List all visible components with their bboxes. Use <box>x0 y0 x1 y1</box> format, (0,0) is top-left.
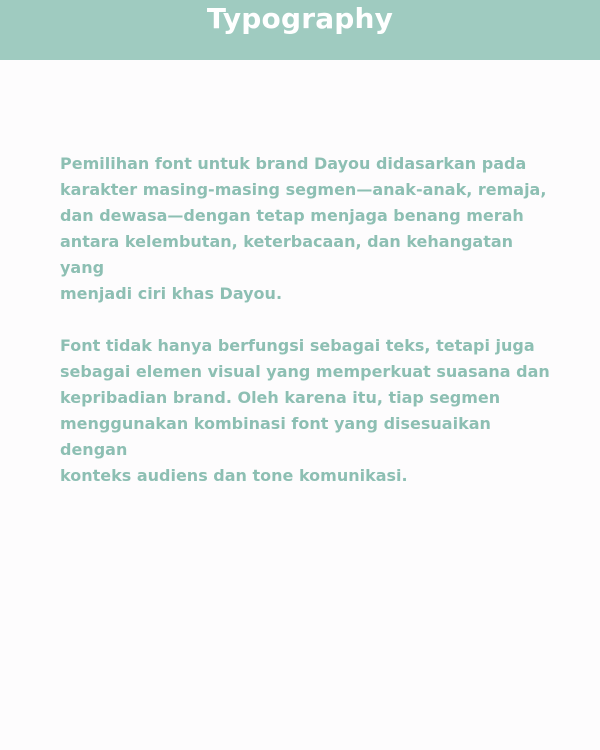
font-role-paragraph: Font tidak hanya berfungsi sebagai teks, tetapi juga sebagai elemen visual yang memperkuat suasana dan kepribadian brand. Oleh karena itu, tiap segmen menggunakan kombinasi font yang disesuaikan dengan konteks audiens dan tone komunikasi. <box>60 336 550 485</box>
content-section <box>60 151 550 489</box>
intro-paragraph: Pemilihan font untuk brand Dayou didasarkan pada karakter masing-masing segmen—anak-anak, remaja, dan dewasa—dengan tetap menjaga benang merah antara kelembutan, keterbacaan, dan kehangatan yang menjadi ciri khas Dayou. <box>60 154 547 303</box>
header-bar <box>0 0 600 60</box>
page-title: Typography <box>206 1 394 35</box>
